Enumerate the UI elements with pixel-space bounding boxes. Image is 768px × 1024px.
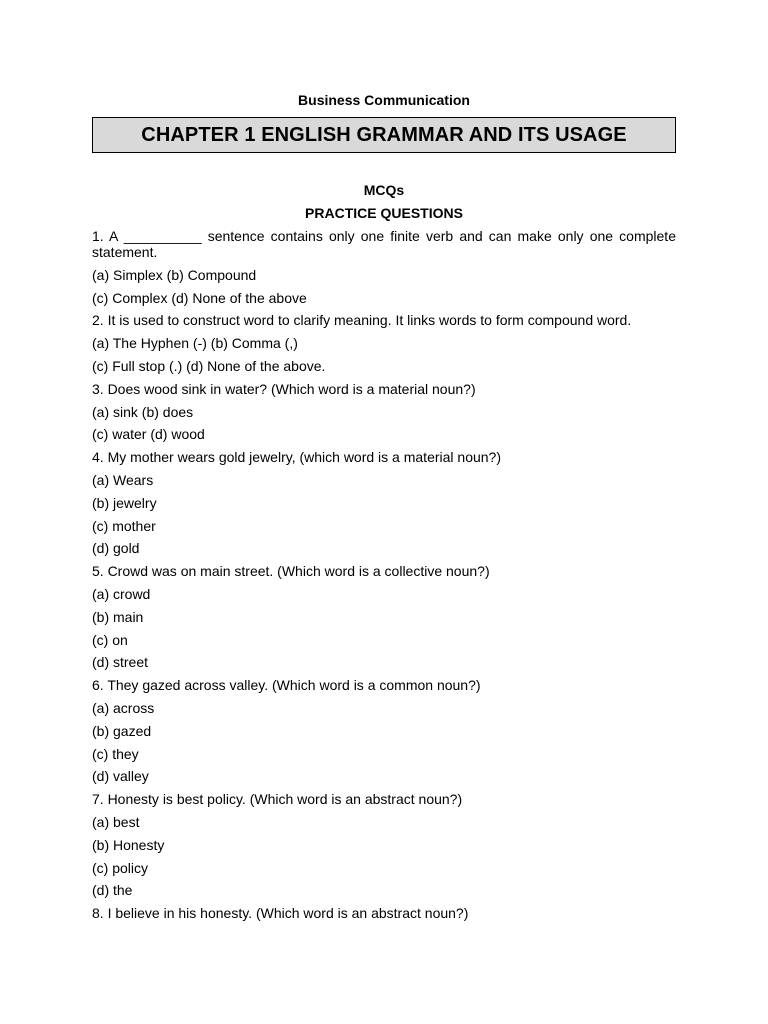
option-line: (d) street [92, 654, 149, 671]
option-line: (a) crowd [92, 585, 151, 602]
question-6-text: 6. They gazed across valley. (Which word is a common noun?) [92, 677, 481, 694]
question-2-text: 2. It is used to construct word to clarify meaning. It links words to form compound word. [92, 312, 632, 329]
document-header: Business Communication [298, 92, 470, 108]
option-line: (c) mother [92, 517, 156, 534]
mcqs-heading: MCQs [363, 182, 405, 198]
document-page [92, 92, 676, 928]
option-line: (b) jewelry [92, 494, 157, 511]
option-line: (c) Full stop (.) (d) None of the above. [92, 357, 326, 374]
question-3-text: 3. Does wood sink in water? (Which word is a material noun?) [92, 380, 476, 397]
chapter-title: CHAPTER 1 ENGLISH GRAMMAR AND ITS USAGE [141, 123, 627, 146]
question-list [92, 228, 676, 921]
option-line: (a) best [92, 813, 140, 830]
question-5-text: 5. Crowd was on main street. (Which word is a collective noun?) [92, 563, 490, 580]
option-line: (b) main [92, 608, 144, 625]
question-1-text: 1. A __________ sentence contains only one finite verb and can make only one complete [92, 228, 676, 244]
question-1-text-continued: statement. [92, 244, 158, 260]
option-line: (c) policy [92, 859, 149, 876]
option-line: (c) they [92, 745, 139, 762]
question-4-text: 4. My mother wears gold jewelry, (which word is a material noun?) [92, 449, 502, 466]
option-line: (b) gazed [92, 722, 152, 739]
option-line: (d) gold [92, 540, 140, 557]
question-8-text: 8. I believe in his honesty. (Which word is an abstract noun?) [92, 905, 469, 922]
question-7-text: 7. Honesty is best policy. (Which word is an abstract noun?) [92, 791, 463, 808]
option-line: (c) Complex (d) None of the above [92, 289, 307, 306]
option-line: (c) water (d) wood [92, 426, 205, 443]
option-line: (a) across [92, 699, 155, 716]
option-line: (c) on [92, 631, 128, 648]
chapter-title-box [92, 117, 676, 153]
option-line: (b) Honesty [92, 836, 165, 853]
practice-questions-heading: PRACTICE QUESTIONS [305, 205, 463, 221]
option-line: (d) valley [92, 768, 149, 785]
option-line: (a) sink (b) does [92, 403, 194, 420]
option-line: (a) The Hyphen (-) (b) Comma (,) [92, 335, 298, 352]
option-line: (a) Wears [92, 471, 154, 488]
option-line: (a) Simplex (b) Compound [92, 266, 257, 283]
option-line: (d) the [92, 882, 133, 899]
